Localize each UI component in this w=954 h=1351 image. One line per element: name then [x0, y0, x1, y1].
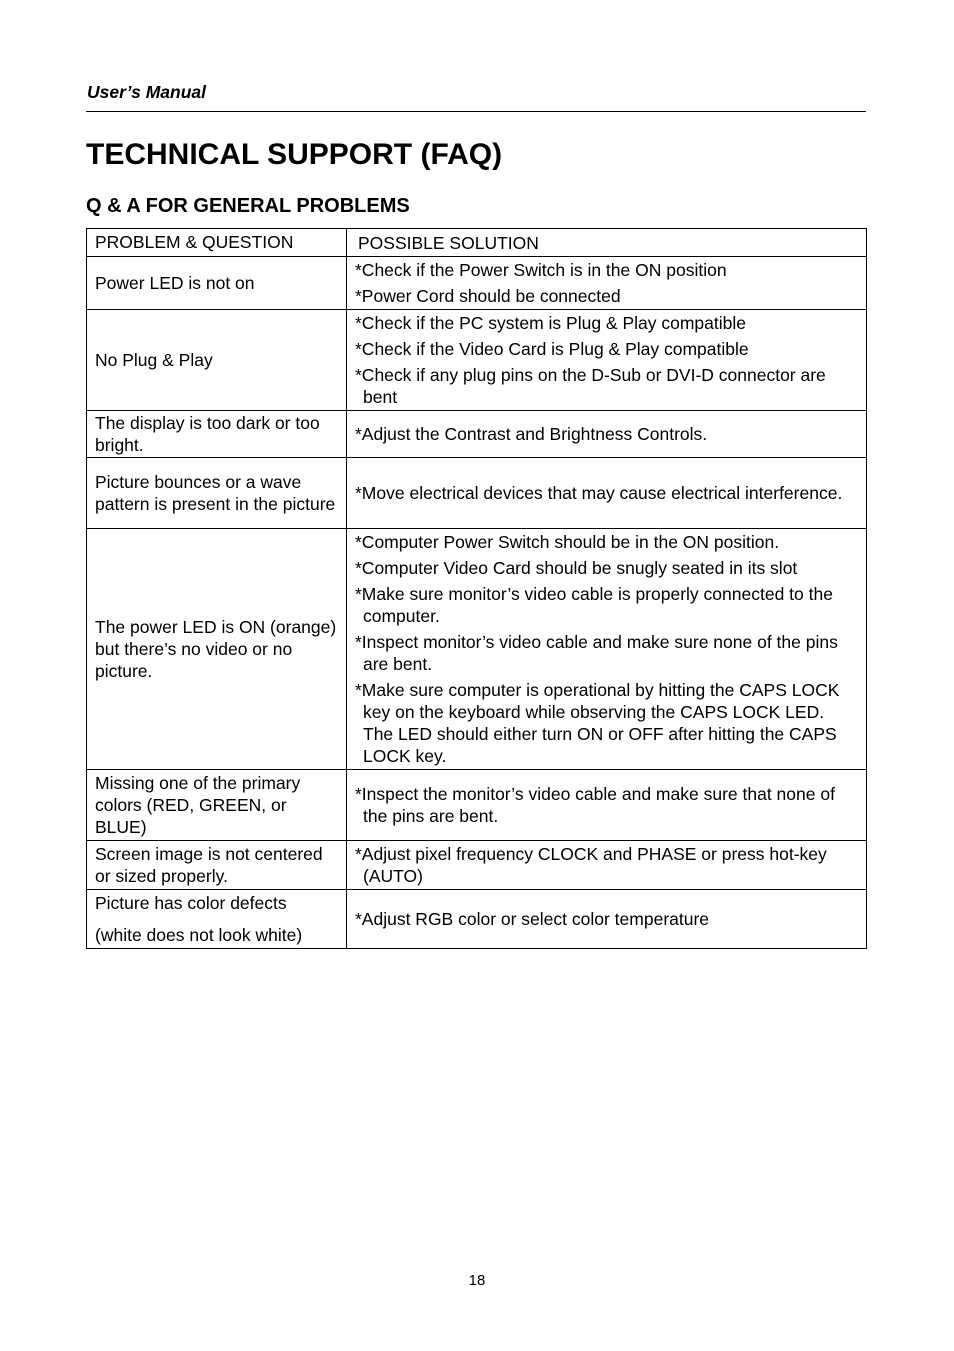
solution-item: *Check if the Video Card is Plug & Play compatible	[355, 339, 749, 359]
table-row	[87, 770, 867, 841]
solution-item: *Make sure computer is operational by hitting the CAPS LOCK key on the keyboard while observing the CAPS LOCK LED. The LED should either turn ON or OFF after hitting the CAPS LOCK key.	[355, 680, 840, 766]
table-row	[87, 458, 867, 529]
column-header-solution: POSSIBLE SOLUTION	[347, 229, 867, 257]
solution-item: *Computer Video Card should be snugly seated in its slot	[355, 558, 798, 578]
table-row	[87, 310, 867, 411]
page-number: 18	[468, 1272, 486, 1289]
problem-cell	[87, 257, 347, 310]
problem-cell	[87, 890, 347, 949]
solution-cell	[347, 890, 867, 949]
solution-cell	[347, 529, 867, 770]
running-header: User’s Manual	[87, 82, 206, 102]
table-row	[87, 890, 867, 949]
solution-cell	[347, 770, 867, 841]
problem-cell	[87, 841, 347, 890]
table-row	[87, 411, 867, 458]
solution-cell	[347, 257, 867, 310]
problem-text: Screen image is not centered or sized properly.	[95, 844, 323, 886]
problem-text: Missing one of the primary colors (RED, GREEN, or BLUE)	[95, 773, 301, 837]
solution-item: *Check if the PC system is Plug & Play compatible	[355, 313, 746, 333]
table-header-row	[87, 229, 867, 257]
solution-item: *Inspect the monitor’s video cable and make sure that none of the pins are bent.	[355, 784, 835, 826]
problem-cell	[87, 310, 347, 411]
problem-cell	[87, 770, 347, 841]
solution-cell	[347, 411, 867, 458]
table-row	[87, 529, 867, 770]
header-rule	[86, 111, 866, 112]
solution-item: *Adjust RGB color or select color temperature	[355, 909, 710, 929]
problem-text: Picture has color defects	[95, 893, 287, 913]
table-row	[87, 841, 867, 890]
solution-cell	[347, 310, 867, 411]
problem-cell	[87, 529, 347, 770]
solution-cell	[347, 458, 867, 529]
table-row	[87, 257, 867, 310]
column-header-problem: PROBLEM & QUESTION	[87, 229, 347, 257]
problem-text: The power LED is ON (orange) but there’s no video or no picture.	[95, 617, 337, 681]
solution-item: *Adjust pixel frequency CLOCK and PHASE or press hot-key (AUTO)	[355, 844, 827, 886]
problem-text: Power LED is not on	[95, 273, 255, 293]
faq-table-body	[87, 229, 867, 949]
problem-text: The display is too dark or too bright.	[95, 413, 320, 455]
solution-item: *Inspect monitor’s video cable and make sure none of the pins are bent.	[355, 632, 838, 674]
solution-item: *Power Cord should be connected	[355, 286, 621, 306]
problem-cell	[87, 458, 347, 529]
solution-item: *Adjust the Contrast and Brightness Controls.	[355, 424, 708, 444]
solution-item: *Make sure monitor’s video cable is properly connected to the computer.	[355, 584, 833, 626]
problem-cell	[87, 411, 347, 458]
problem-text: Picture bounces or a wave pattern is present in the picture	[95, 472, 336, 514]
problem-text: (white does not look white)	[95, 925, 303, 945]
faq-table	[86, 228, 867, 949]
problem-text: No Plug & Play	[95, 350, 213, 370]
solution-item: *Move electrical devices that may cause electrical interference.	[355, 483, 843, 503]
solution-item: *Check if any plug pins on the D-Sub or DVI-D connector are bent	[355, 365, 826, 407]
page-title: TECHNICAL SUPPORT (FAQ)	[86, 138, 503, 171]
solution-cell	[347, 841, 867, 890]
solution-item: *Check if the Power Switch is in the ON position	[355, 260, 727, 280]
section-title: Q & A FOR GENERAL PROBLEMS	[86, 195, 410, 217]
solution-item: *Computer Power Switch should be in the ON position.	[355, 532, 780, 552]
